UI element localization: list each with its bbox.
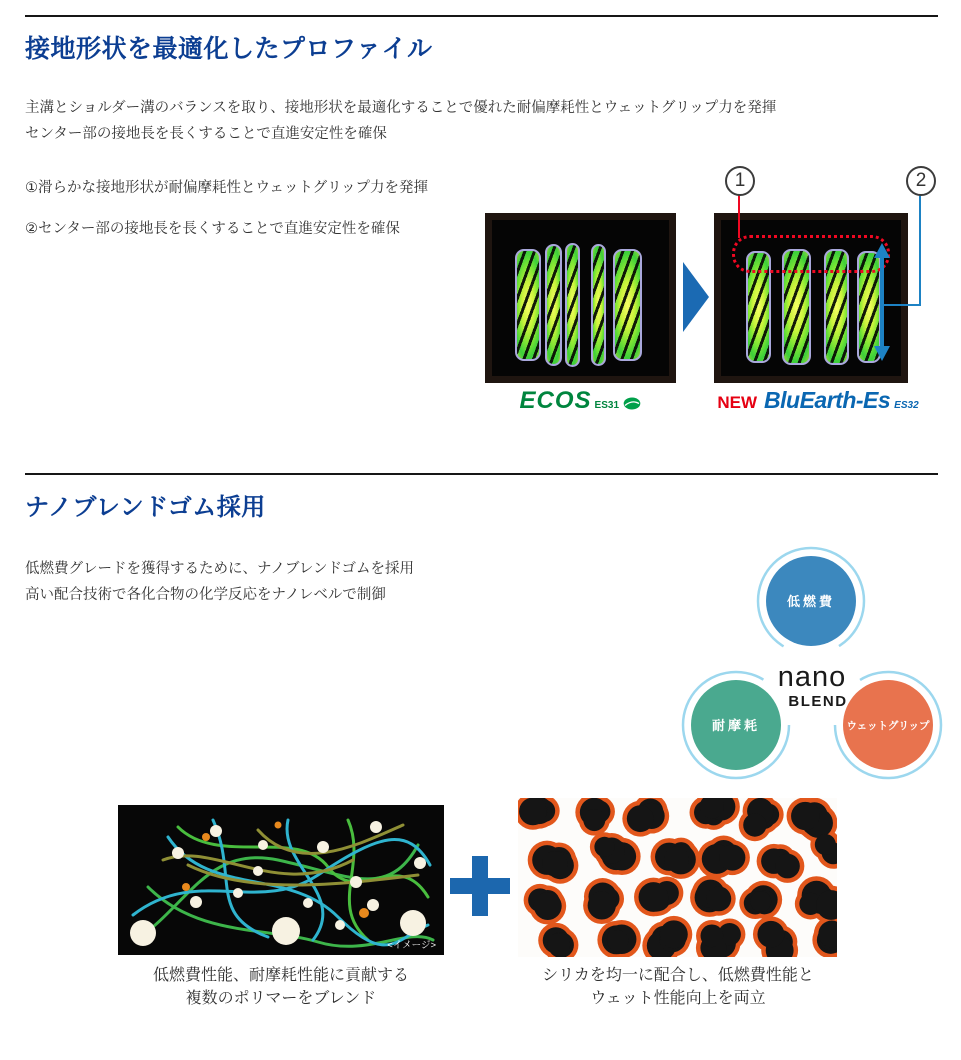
tread-rib [545, 244, 562, 366]
nano-wordmark: nano [777, 661, 847, 693]
node-wear-resistance-label: 耐摩耗 [711, 718, 761, 733]
shoulder-zone-highlight [732, 235, 890, 273]
marker1-badge: 1 [725, 166, 755, 196]
section1-description-line1: 主溝とショルダー溝のバランスを取り、接地形状を最適化することで優れた耐偏摩耗性とウェットグリップ力を発揮 [25, 100, 777, 116]
section1-point1: ①滑らかな接地形状が耐偏摩耗性とウェットグリップ力を発揮 [25, 180, 429, 196]
bluearth-brand-text: BluEarth-Es [764, 387, 891, 413]
marker2-line-vertical [919, 195, 921, 306]
nano-blend-diagram [675, 538, 961, 798]
image-note: <イメージ> [387, 940, 436, 951]
marker1-line [738, 195, 740, 238]
contact-length-arrow [880, 257, 884, 348]
section2-description [25, 556, 414, 608]
marker2-line-horizontal [884, 304, 921, 306]
tread-rib [613, 249, 642, 361]
arrow-up-icon [874, 243, 890, 258]
caption-left-line2: 複数のポリマーをブレンド [185, 990, 377, 1007]
section1-description [25, 95, 776, 147]
marker2-badge: 2 [906, 166, 936, 196]
arrow-down-icon [874, 346, 890, 361]
arrow-right-icon [683, 262, 709, 332]
section1-point2: ②センター部の接地長を長くすることで直進安定性を確保 [25, 221, 400, 237]
caption-right [515, 964, 841, 1010]
caption-left-line1: 低燃費性能、耐摩耗性能に貢献する [152, 967, 409, 984]
caption-right-line1: シリカを均一に配合し、低燃費性能と [542, 967, 814, 984]
tread-rib [565, 243, 580, 367]
plus-icon [450, 856, 510, 916]
bluearth-model-text: ES32 [894, 400, 919, 411]
blend-wordmark: BLEND [788, 693, 848, 710]
section1-description-line2: センター部の接地長を長くすることで直進安定性を確保 [25, 126, 387, 142]
silica-dispersion-image [518, 798, 837, 957]
tread-rib [515, 249, 541, 361]
section2-title: ナノブレンドゴム採用 [25, 494, 266, 521]
section1-divider [25, 15, 938, 17]
caption-left [118, 964, 444, 1010]
polymer-blend-image [118, 805, 444, 955]
section1-title: 接地形状を最適化したプロファイル [25, 35, 433, 63]
contact-patch-before-canvas [492, 220, 669, 376]
section2-description-line1: 低燃費グレードを獲得するために、ナノブレンドゴムを採用 [25, 561, 414, 577]
new-tag-text: NEW [717, 393, 758, 412]
section2-divider [25, 473, 938, 475]
bluearth-label [698, 387, 938, 414]
contact-patch-after-image [714, 213, 908, 383]
node-fuel-economy-label: 低燃費 [786, 594, 836, 609]
node-wet-grip-label: ウェットグリップ [846, 720, 930, 732]
caption-right-line2: ウェット性能向上を両立 [590, 990, 766, 1007]
ecos-model-text: ES31 [594, 400, 620, 411]
ecos-brand-text: ECOS [519, 387, 592, 414]
eco-logo-icon [623, 397, 641, 410]
section2-description-line2: 高い配合技術で各化合物の化学反応をナノレベルで制御 [25, 587, 386, 603]
contact-patch-before-image [485, 213, 676, 383]
tread-rib [591, 244, 606, 366]
ecos-label [485, 387, 676, 415]
